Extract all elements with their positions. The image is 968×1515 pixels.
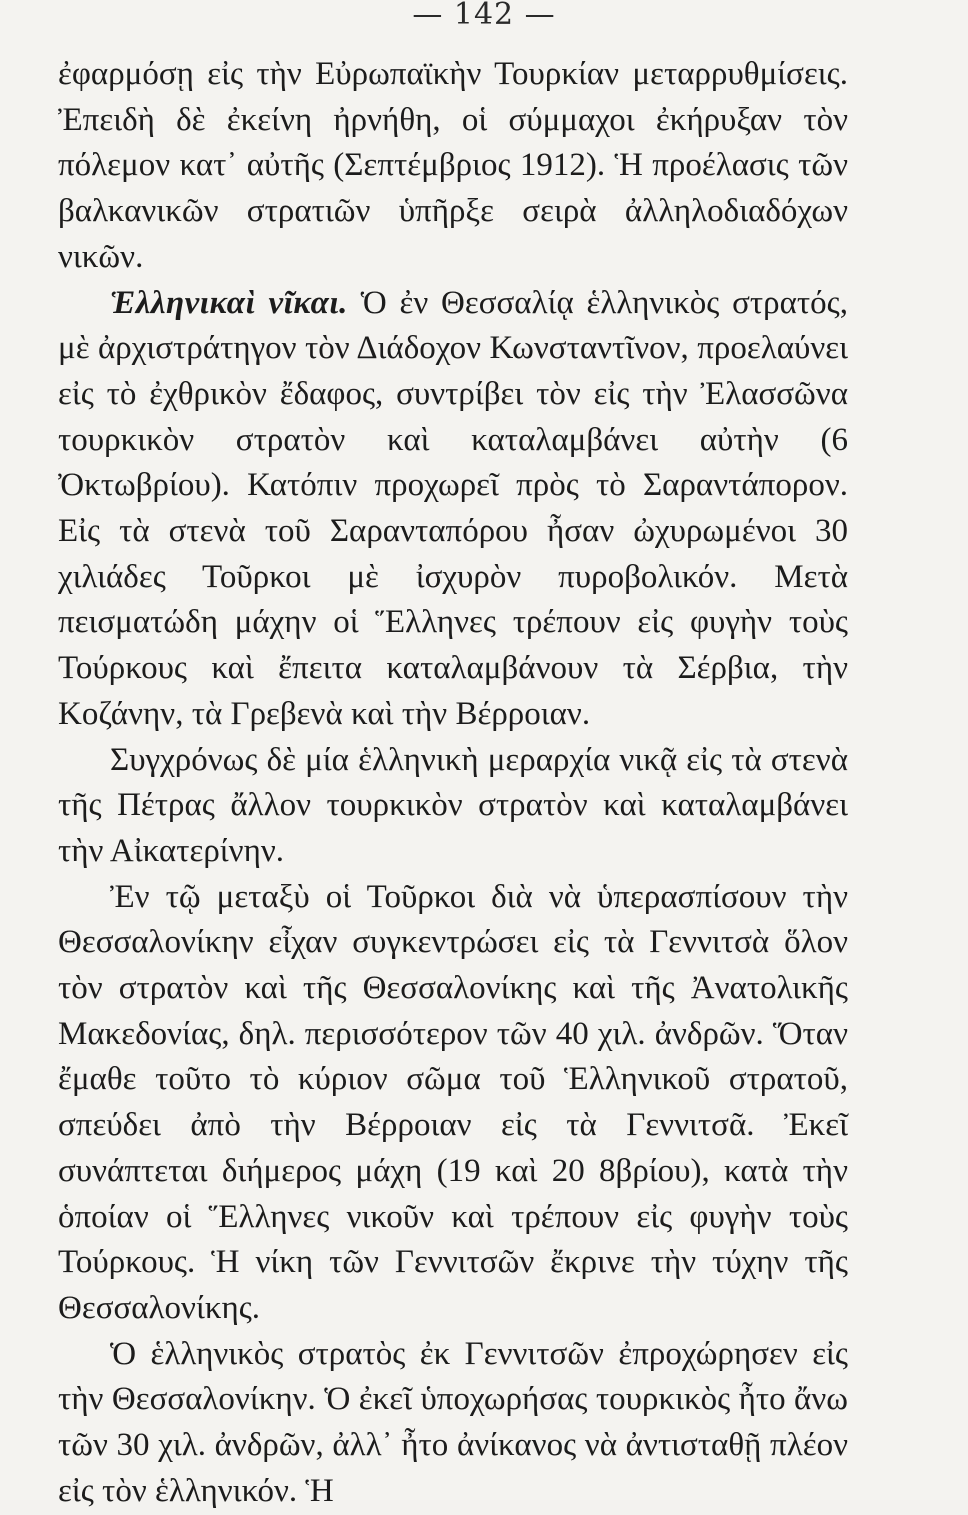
paragraph-text: Ὁ ἑλληνικὸς στρατὸς ἐκ Γεννιτσῶν ἐπροχώρησεν εἰς τὴν Θεσσαλονίκην. Ὁ ἐκεῖ ὑποχωρήσας τουρκικὸς ἦτο ἄνω τῶν 30 χιλ. ἀνδρῶν, ἀλλ᾽ ἦτο ἀνίκανος νὰ ἀντισταθῇ πλέον εἰς τὸν ἑλληνικόν. Ἡ xyxy=(58,1335,848,1509)
body-text xyxy=(58,52,848,1515)
paragraph-thessaloniki xyxy=(58,1332,848,1515)
paragraph-text: Ἐν τῷ μεταξὺ οἱ Τοῦρκοι διὰ νὰ ὑπερασπίσουν τὴν Θεσσαλονίκην εἶχαν συγκεντρώσει εἰς τὰ Γεννιτσὰ ὅλον τὸν στρατὸν καὶ τῆς Θεσσαλονίκης καὶ τῆς Ἀνατολικῆς Μακεδονίας, δηλ. περισσότερον τῶν 40 χιλ. ἀνδρῶν. Ὅταν ἔμαθε τοῦτο τὸ κύριον σῶμα τοῦ Ἑλληνικοῦ στρατοῦ, σπεύδει ἀπὸ τὴν Βέρροιαν εἰς τὰ Γεννιτσᾶ. Ἐκεῖ συνάπτεται διήμερος μάχη (19 καὶ 20 8βρίου), κατὰ τὴν ὁποίαν οἱ Ἕλληνες νικοῦν καὶ τρέπουν εἰς φυγὴν τοὺς Τούρκους. Ἡ νίκη τῶν Γεννιτσῶν ἔκρινε τὴν τύχην τῆς Θεσσαλονίκης. xyxy=(58,878,848,1326)
paragraph-greek-victories xyxy=(58,281,848,738)
paragraph-text: Συγχρόνως δὲ μία ἑλληνικὴ μεραρχία νικᾷ εἰς τὰ στενὰ τῆς Πέτρας ἄλλον τουρκικὸν στρατὸν καὶ καταλαμβάνει τὴν Αἰκατερίνην. xyxy=(58,741,848,869)
paragraph-petra xyxy=(58,738,848,875)
paragraph-text: Ὁ ἐν Θεσσαλίᾳ ἑλληνικὸς στρατός, μὲ ἀρχιστράτηγον τὸν Διάδοχον Κωνσταντῖνον, προελαύνει εἰς τὸ ἐχθρικὸν ἔδαφος, συντρίβει τὸν εἰς τὴν Ἐλασσῶνα τουρκικὸν στρατὸν καὶ καταλαμβάνει αὐτὴν (6 Ὀκτωβρίου). Κατόπιν προχωρεῖ πρὸς τὸ Σαραντάπορον. Εἰς τὰ στενὰ τοῦ Σαρανταπόρου ἦσαν ὠχυρωμένοι 30 χιλιάδες Τοῦρκοι μὲ ἰσχυρὸν πυροβολικόν. Μετὰ πεισματώδη μάχην οἱ Ἕλληνες τρέπουν εἰς φυγὴν τοὺς Τούρκους καὶ ἔπειτα καταλαμβάνουν τὰ Σέρβια, τὴν Κοζάνην, τὰ Γρεβενὰ καὶ τὴν Βέρροιαν. xyxy=(58,284,848,732)
paragraph-reforms xyxy=(58,52,848,281)
paragraph-text: ἐφαρμόσῃ εἰς τὴν Εὐρωπαϊκὴν Τουρκίαν μεταρρυθμίσεις. Ἐπειδὴ δὲ ἐκείνη ἠρνήθη, οἱ σύμμαχοι ἐκήρυξαν τὸν πόλεμον κατ᾽ αὐτῆς (Σεπτέμβριος 1912). Ἡ προέλασις τῶν βαλκανικῶν στρατιῶν ὑπῆρξε σειρὰ ἀλληλοδιαδόχων νικῶν. xyxy=(58,56,848,275)
paragraph-giannitsa xyxy=(58,875,848,1332)
page-number: — 142 — xyxy=(412,0,556,32)
section-heading: Ἑλληνικαὶ νῖκαι. xyxy=(110,284,348,321)
